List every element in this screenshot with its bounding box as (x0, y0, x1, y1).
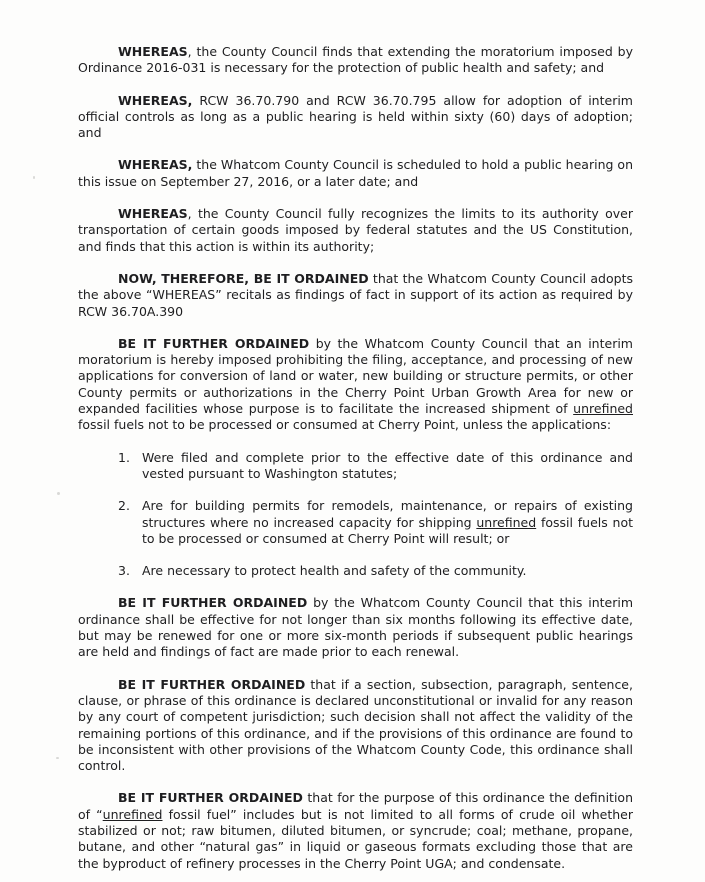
paragraph (78, 336, 633, 434)
body-text: the Whatcom County Council is scheduled to hold a public hearing on this issue on September 27, 2016, or a later date; and (78, 157, 633, 189)
list-text (142, 498, 633, 547)
bold-text: BE IT FURTHER ORDAINED (118, 676, 306, 692)
list-item (118, 563, 633, 579)
body-text: Were filed and complete prior to the effective date of this ordinance and vested pursuant to Washington statutes; (142, 449, 633, 481)
list-item (118, 450, 633, 483)
bold-text: BE IT FURTHER ORDAINED (118, 595, 308, 611)
bold-text: WHEREAS (118, 44, 188, 59)
scan-speck (57, 492, 60, 495)
list-number: 2. (118, 498, 130, 514)
body-text: by the Whatcom County Council that an interim moratorium is hereby imposed prohibiting the filing, acceptance, and processing of new applications for conversion of land or water, new building or structure permits, or other County permits or authorizations in the Cherry Point Urban Growth Area for new or expanded facilities whose purpose is to facilitate the increased shipment of (78, 335, 633, 417)
bold-text: WHEREAS, (118, 92, 193, 108)
list-text (142, 450, 633, 483)
body-text: fossil fuels not to be processed or consumed at Cherry Point will result; or (142, 514, 633, 546)
list-number: 3. (118, 563, 130, 579)
body-text: , the County Council finds that extending the moratorium imposed by Ordinance 2016-031 is necessary for the protection of public health and safety; and (78, 44, 633, 76)
body-text: fossil fuel” includes but is not limited to all forms of crude oil whether stabilized or not; raw bitumen, diluted bitumen, or syncrude; coal; methane, propane, butane, and other “natural gas” in liquid or gaseous formats excluding those that are the byproduct of refinery processes in the Cherry Point UGA; and condensate. (78, 806, 634, 871)
scan-speck (33, 176, 35, 179)
paragraph (78, 157, 633, 190)
paragraph (78, 677, 633, 775)
paragraph (78, 93, 633, 142)
body-text: RCW 36.70.790 and RCW 36.70.795 allow for adoption of interim official controls as long as a public hearing is held within sixty (60) days of adoption; and (78, 92, 633, 141)
paragraph (78, 790, 633, 871)
underlined-text: unrefined (573, 401, 633, 417)
body-text: that if a section, subsection, paragraph, sentence, clause, or phrase of this ordinance is declared unconstitutional or invalid for any reason by any court of competent jurisdiction; such decision shall not affect the validity of the remaining portions of this ordinance, and if the provisions of this ordinance are found to be inconsistent with other provisions of the Whatcom County Code, this ordinance shall control. (78, 676, 633, 774)
bold-text: NOW, THEREFORE, BE IT ORDAINED (118, 270, 369, 286)
body-text: that for the purpose of this ordinance the definition of “ (78, 790, 633, 822)
scan-speck (56, 757, 59, 759)
list-number: 1. (118, 449, 130, 465)
list-item (118, 498, 633, 547)
list-text (142, 563, 633, 579)
body-text: Are necessary to protect health and safety of the community. (142, 563, 527, 579)
paragraph (78, 595, 633, 660)
paragraph (78, 271, 633, 320)
body-text: by the Whatcom County Council that this interim ordinance shall be effective for not longer than six months following its effective date, but may be renewed for one or more six-month periods if subsequent public hearings are held and findings of fact are made prior to each renewal. (78, 595, 633, 660)
bold-text: BE IT FURTHER ORDAINED (118, 790, 303, 806)
body-text: Are for building permits for remodels, maintenance, or repairs of existing structures where no increased capacity for shipping (142, 498, 633, 530)
body-text: , the County Council fully recognizes the limits to its authority over transportation of certain goods imposed by federal statutes and the US Constitution, and finds that this action is within its authority; (78, 206, 633, 254)
bold-text: WHEREAS, (118, 157, 193, 173)
bold-text: BE IT FURTHER ORDAINED (118, 335, 310, 351)
body-text: fossil fuels not to be processed or consumed at Cherry Point, unless the applications: (78, 417, 612, 433)
paragraph (78, 44, 633, 77)
underlined-text: unrefined (476, 514, 537, 530)
underlined-text: unrefined (102, 806, 163, 822)
bold-text: WHEREAS (118, 206, 188, 222)
document-body (78, 44, 633, 882)
body-text: that the Whatcom County Council adopts the above “WHEREAS” recitals as findings of fact in support of its action as required by RCW 36.70A.390 (78, 270, 633, 319)
paragraph (78, 206, 633, 255)
